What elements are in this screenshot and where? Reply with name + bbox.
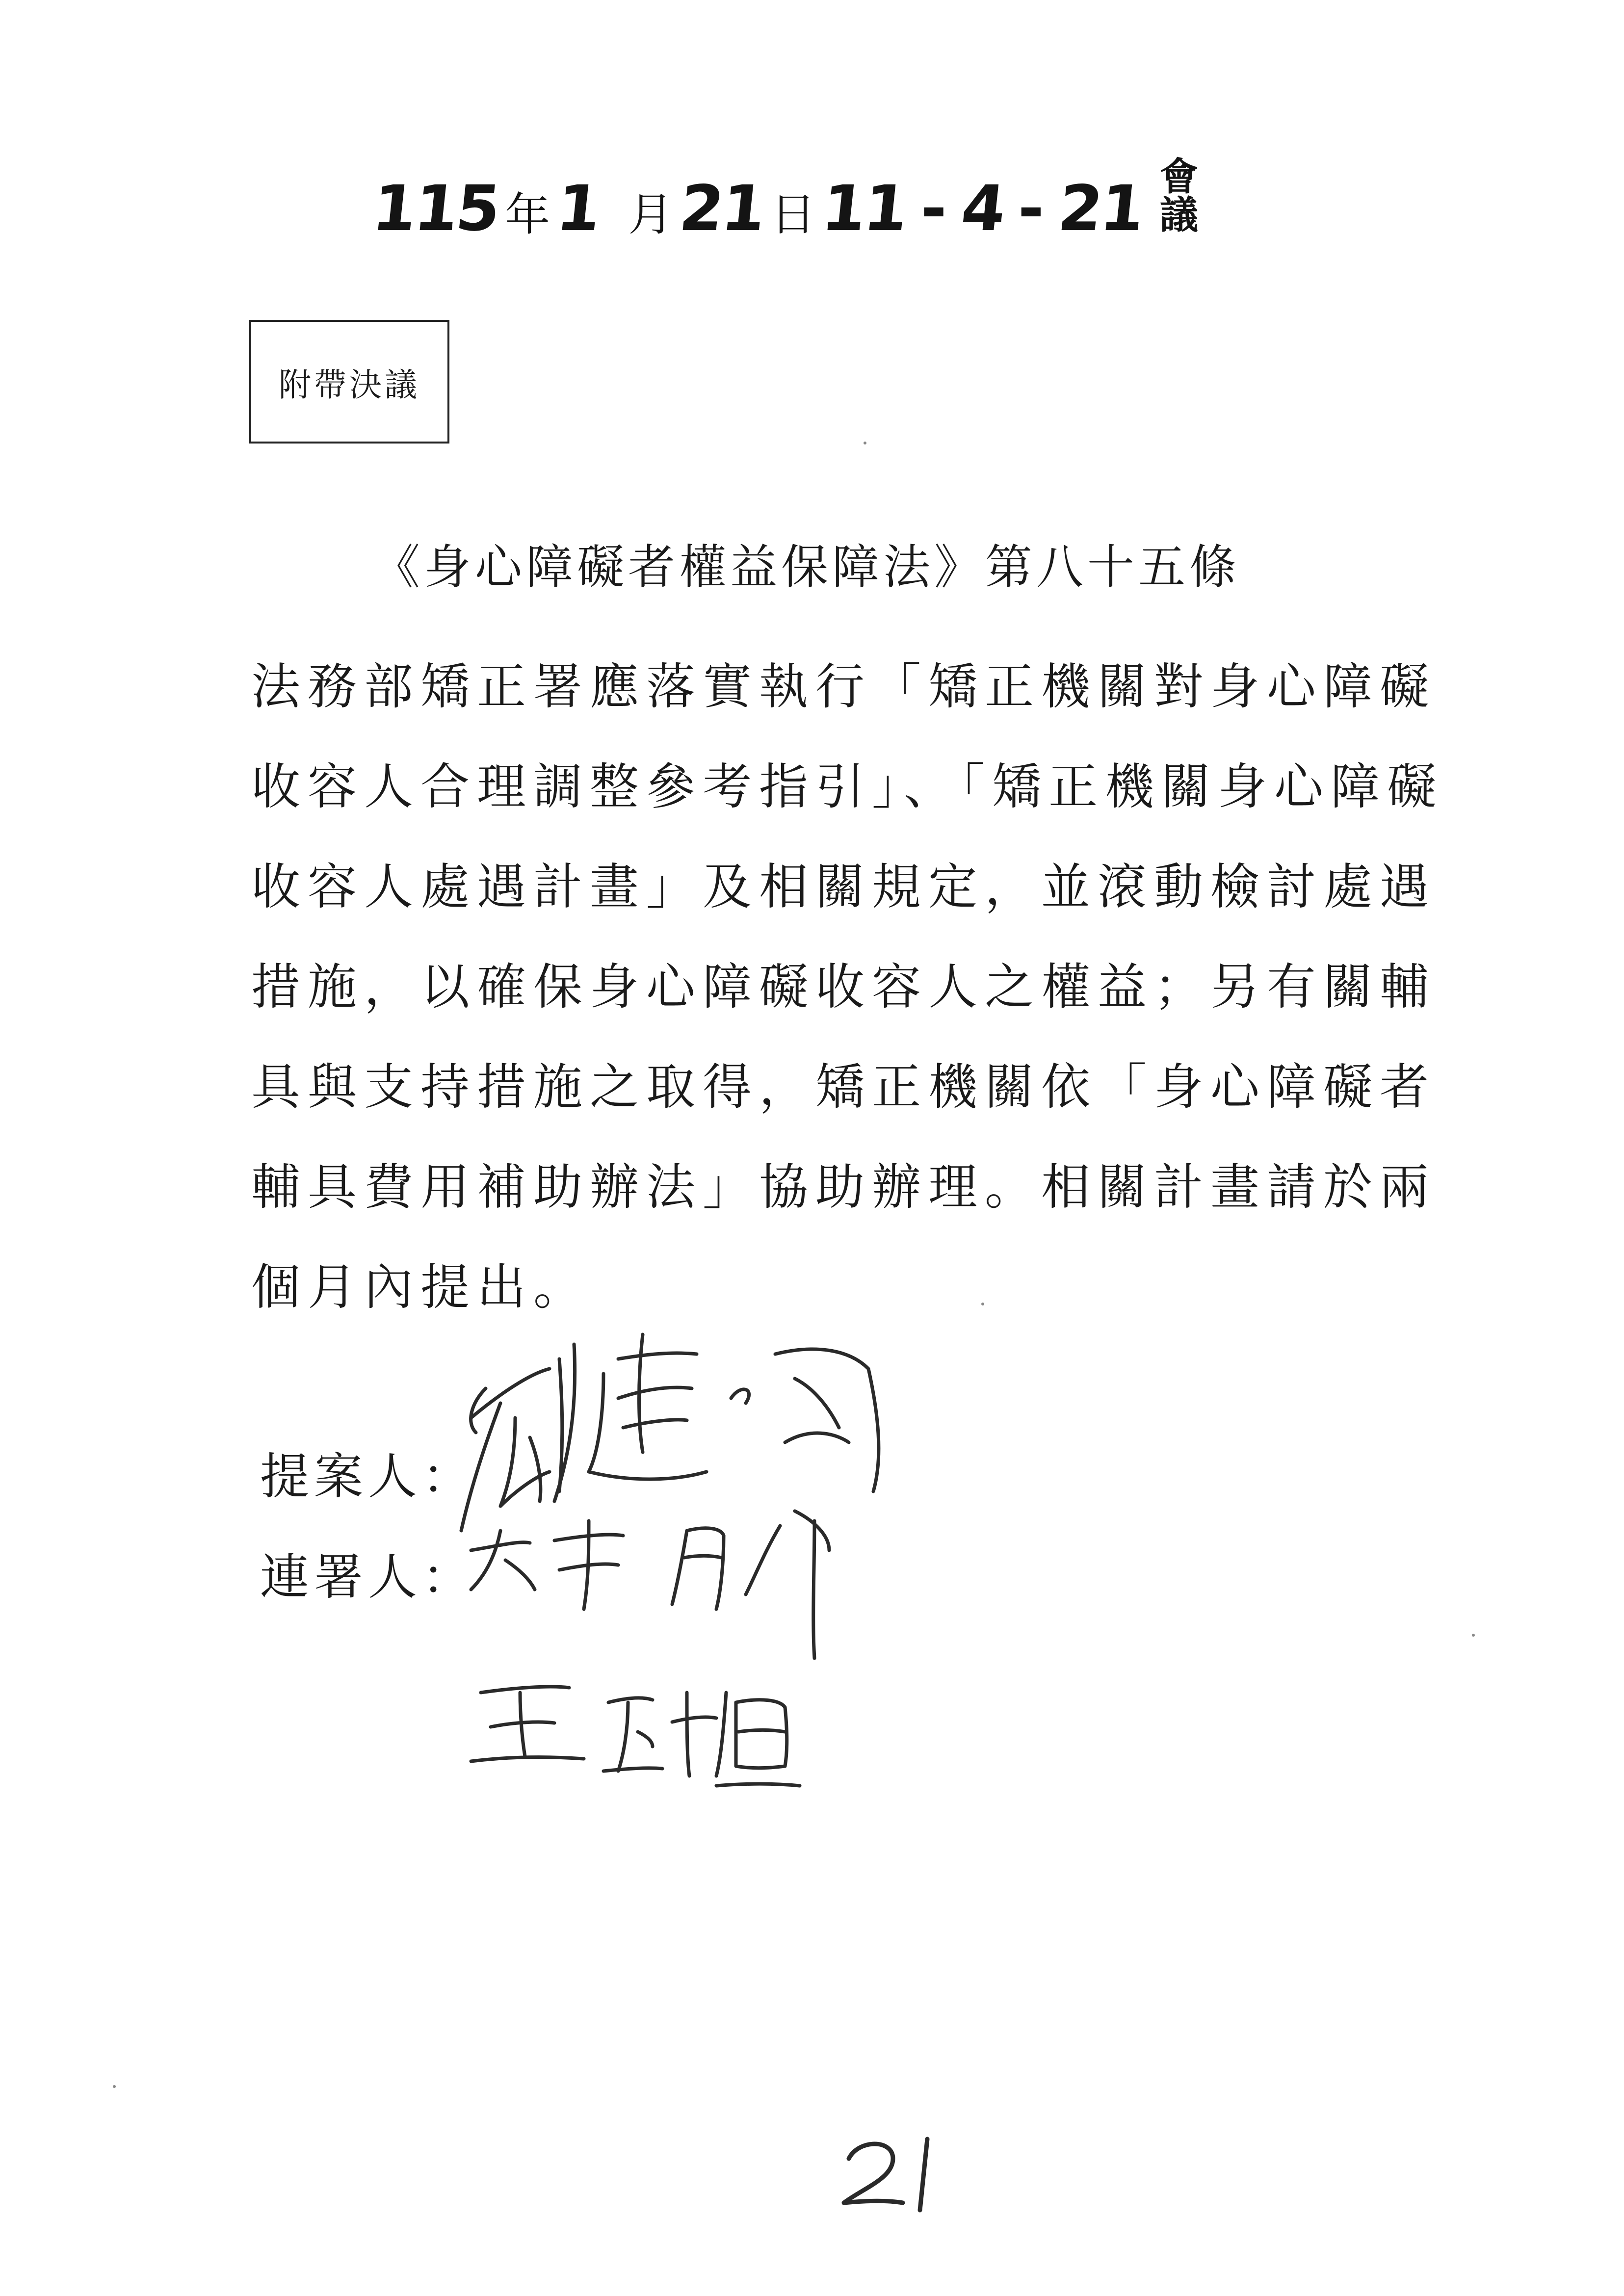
resolution-body (251, 658, 1443, 1363)
meeting-month: 1 (553, 172, 603, 245)
meeting-year: 115 (369, 172, 502, 245)
meeting-year-unit: 年 (505, 188, 550, 241)
meeting-code-part3: 21 (1055, 172, 1146, 245)
meeting-label: 會議 (1159, 155, 1198, 237)
proposer-signature-image (461, 1334, 879, 1531)
meeting-month-unit: 月 (628, 188, 674, 241)
body-line: 輔具費用補助辦法」協助辦理。相關計畫請於兩 (251, 1158, 1436, 1216)
meeting-code-part2: 4 (957, 172, 1007, 245)
document-title: 《身心障礙者權益保障法》第八十五條 (373, 540, 1240, 595)
cosigner-signature-image-2 (471, 1687, 800, 1786)
meeting-code-part1: 11 (818, 172, 910, 245)
body-line: 法務部矯正署應落實執行「矯正機關對身心障礙 (251, 658, 1436, 715)
meeting-code-sep2: - (1018, 172, 1044, 245)
body-line: 具與支持措施之取得，矯正機關依「身心障礙者 (251, 1058, 1436, 1116)
page-number (834, 2129, 952, 2218)
meeting-day: 21 (676, 172, 768, 245)
meeting-header (369, 142, 1207, 245)
body-line: 個月內提出。 (251, 1258, 590, 1316)
body-line: 收容人合理調整參考指引」、「矯正機關身心障礙 (251, 758, 1443, 815)
proposer-label: 提案人： (260, 1448, 476, 1505)
body-line: 收容人處遇計畫」及相關規定，並滾動檢討處遇 (251, 858, 1436, 915)
cosigner-label: 連署人： (260, 1548, 476, 1606)
body-line: 措施，以確保身心障礙收容人之權益；另有關輔 (251, 958, 1436, 1016)
resolution-type-box: 附帶決議 (249, 320, 449, 444)
handwritten-signatures (442, 1315, 1030, 1830)
cosigner-signature-image-1 (471, 1511, 829, 1658)
meeting-day-unit: 日 (770, 188, 816, 241)
meeting-code-sep1: - (920, 172, 947, 245)
